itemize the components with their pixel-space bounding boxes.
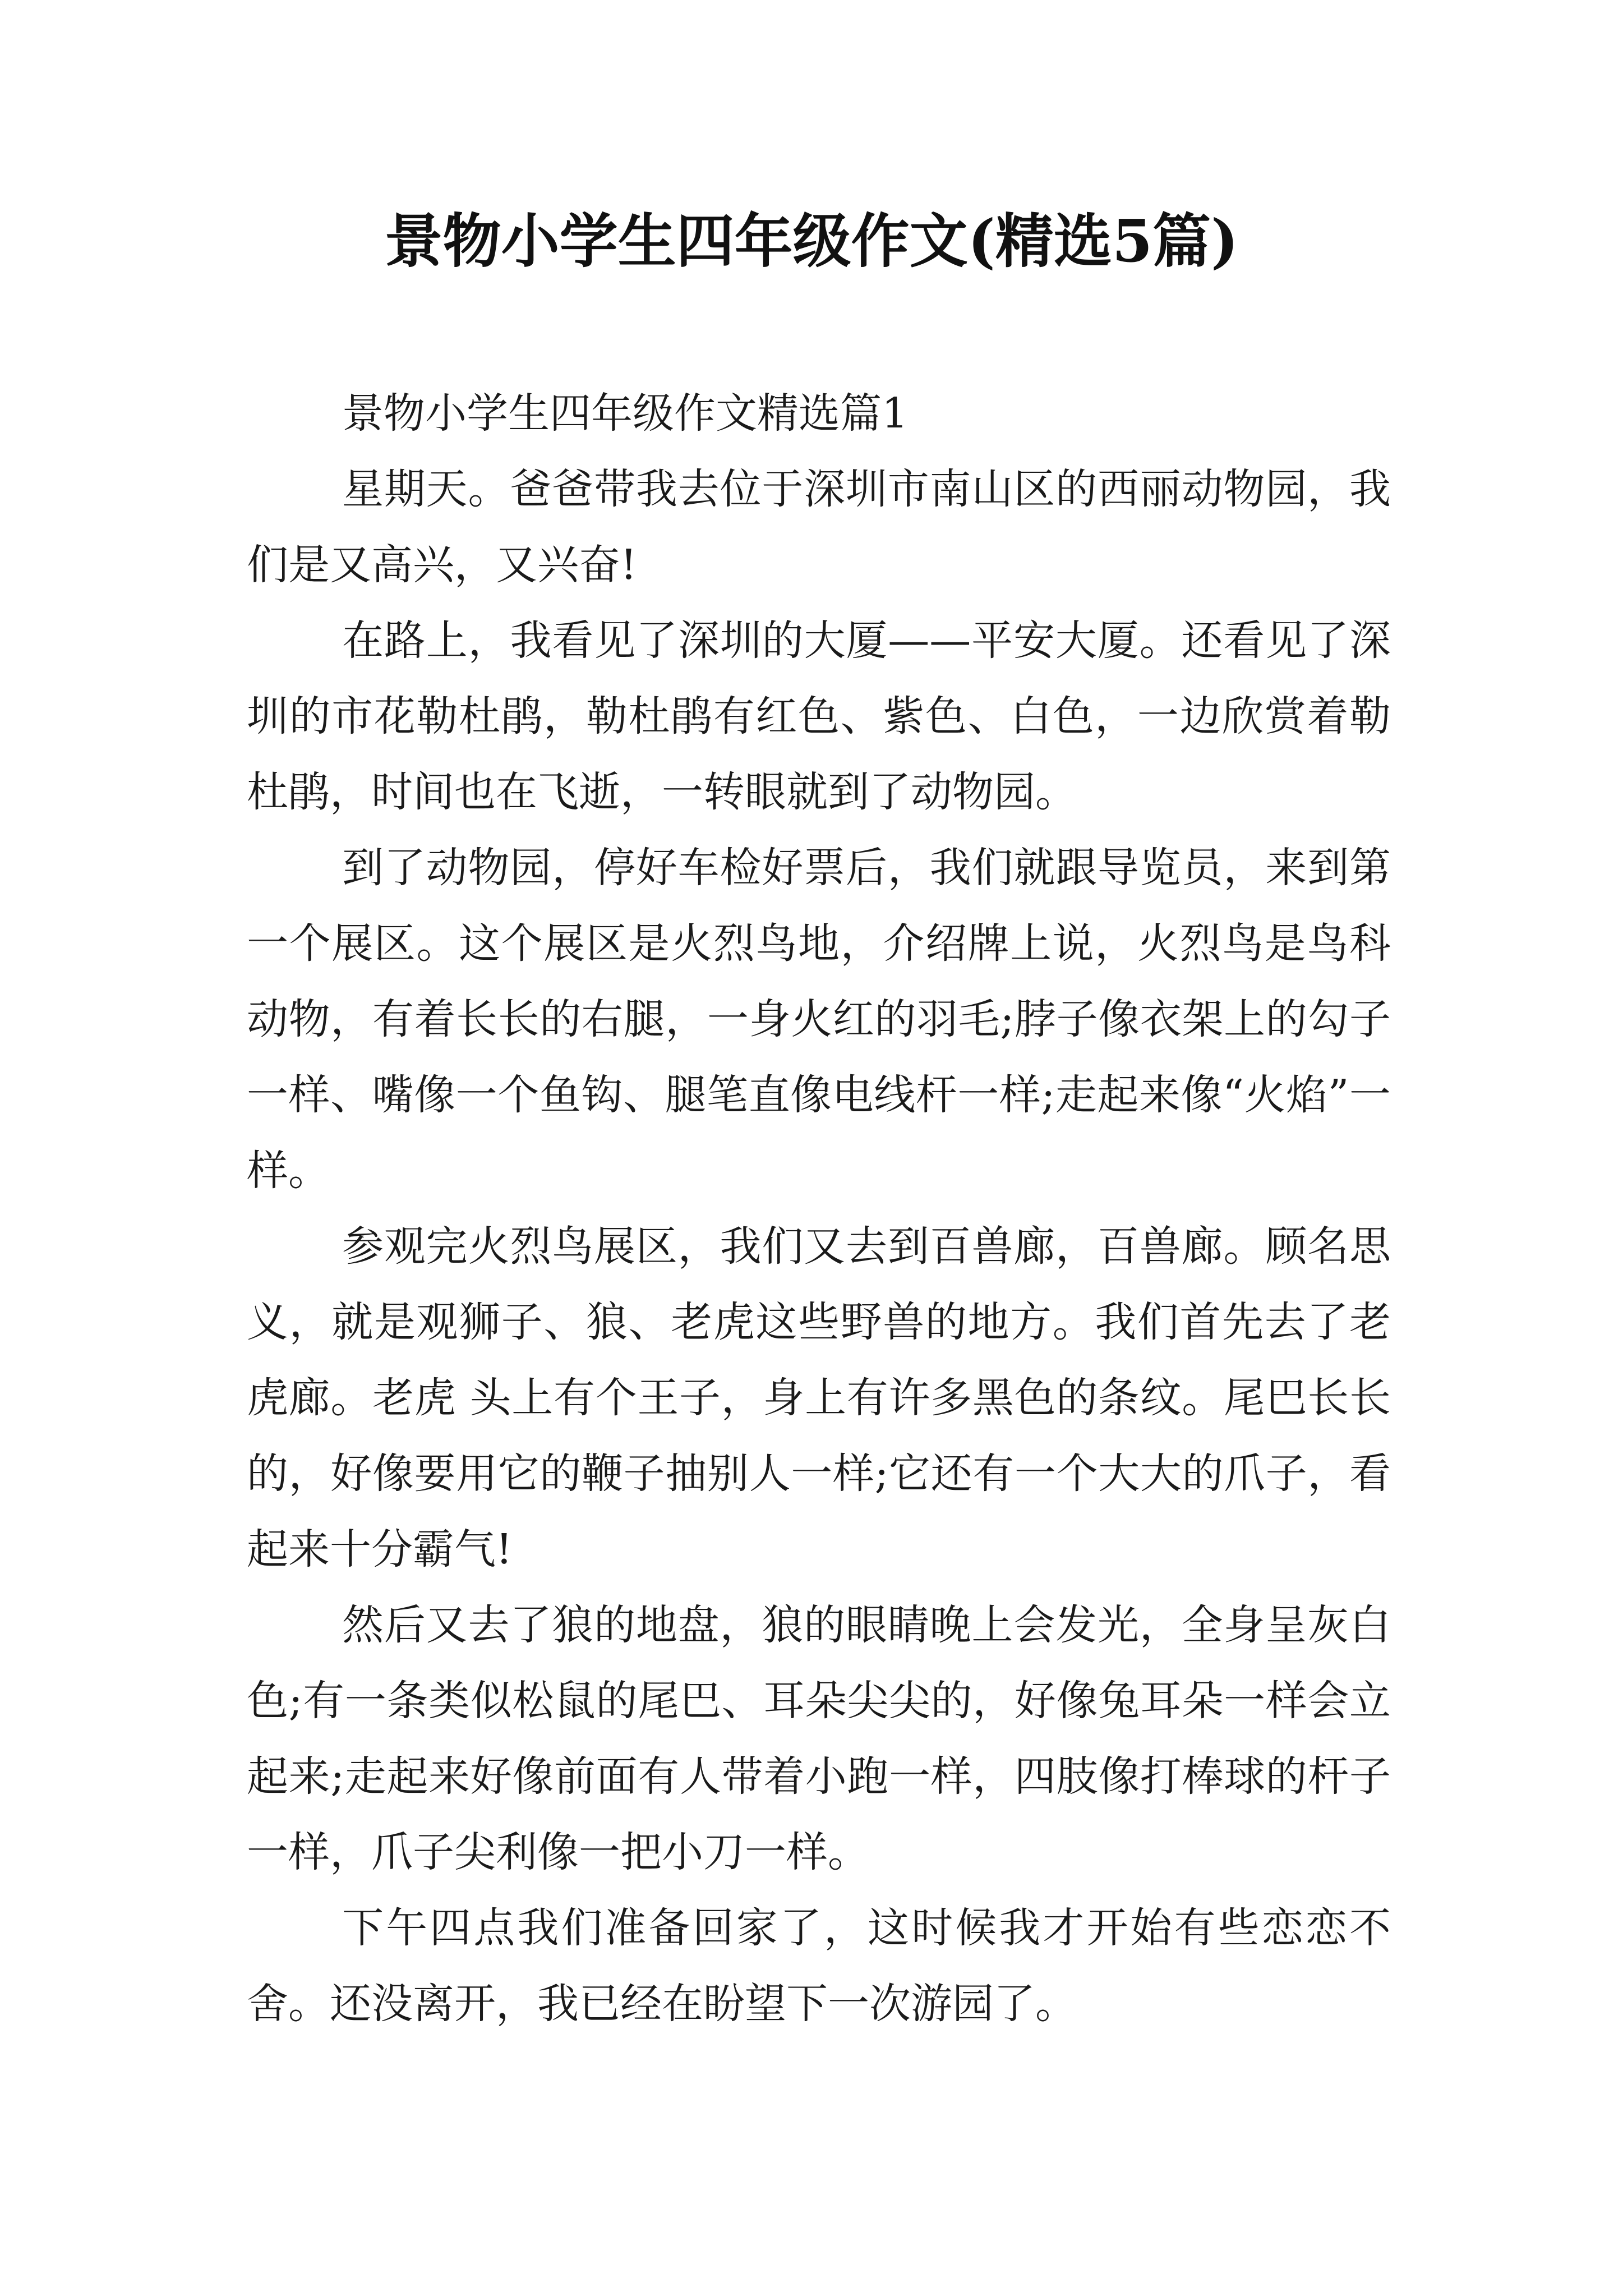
paragraph: 星期天。爸爸带我去位于深圳市南山区的西丽动物园，我们是又高兴，又兴奋! bbox=[247, 465, 1391, 589]
paragraph: 到了动物园，停好车检好票后，我们就跟导览员，来到第一个展区。这个展区是火烈鸟地，介绍牌上说，火烈鸟是鸟科动物，有着长长的右腿，一身火红的羽毛;脖子像衣架上的勾子一样、嘴像一个鱼钩、腿笔直像电线杆一样;走起来像“火焰”一样。 bbox=[247, 844, 1391, 1195]
document-body bbox=[247, 376, 1391, 2042]
paragraph: 在路上，我看见了深圳的大厦——平安大厦。还看见了深圳的市花勒杜鹃，勒杜鹃有红色、紫色、白色，一边欣赏着勒杜鹃，时间也在飞逝，一转眼就到了动物园。 bbox=[247, 616, 1391, 816]
paragraph: 下午四点我们准备回家了，这时候我才开始有些恋恋不舍。还没离开，我已经在盼望下一次游园了。 bbox=[247, 1904, 1391, 2028]
paragraph: 参观完火烈鸟展区，我们又去到百兽廊，百兽廊。顾名思义，就是观狮子、狼、老虎这些野兽的地方。我们首先去了老虎廊。老虎 头上有个王子，身上有许多黑色的条纹。尾巴长长的，好像要用它的鞭子抽别人一样;它还有一个大大的爪子，看起来十分霸气! bbox=[247, 1222, 1391, 1573]
document-title: 景物小学生四年级作文(精选5篇) bbox=[384, 206, 1239, 275]
paragraph: 然后又去了狼的地盘，狼的眼睛晚上会发光，全身呈灰白色;有一条类似松鼠的尾巴、耳朵尖尖的，好像兔耳朵一样会立起来;走起来好像前面有人带着小跑一样，四肢像打棒球的杆子一样，爪子尖利像一把小刀一样。 bbox=[247, 1601, 1391, 1876]
section-heading: 景物小学生四年级作文精选篇1 bbox=[342, 389, 909, 438]
